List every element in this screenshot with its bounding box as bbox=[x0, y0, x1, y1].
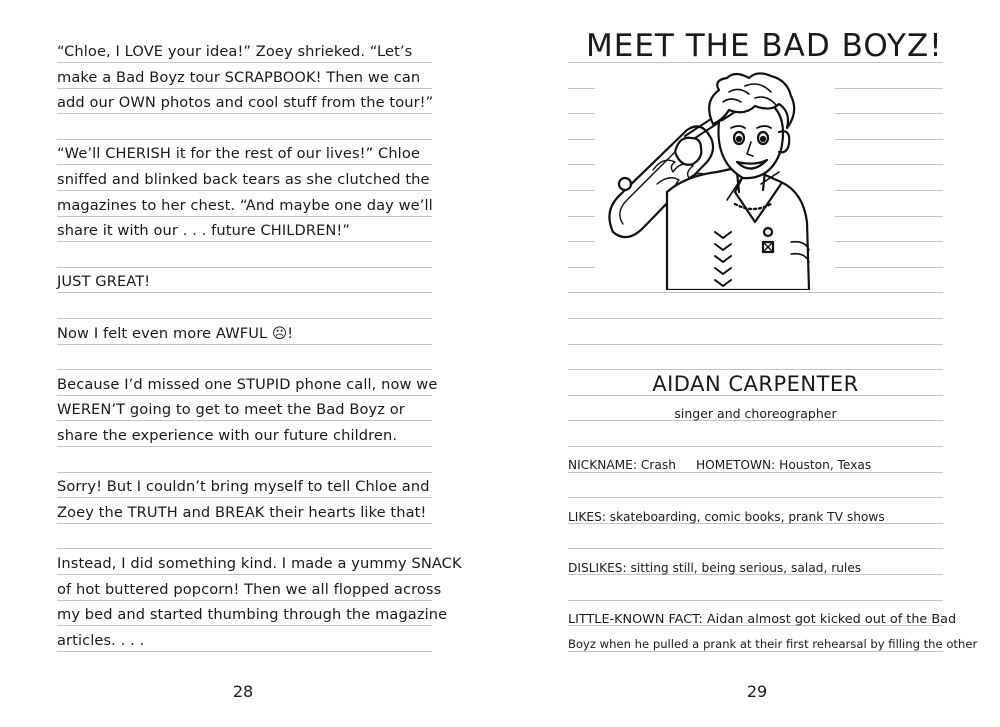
text-line: share it with our . . . future CHILDREN!” bbox=[57, 222, 351, 239]
rule-line bbox=[57, 523, 432, 524]
rule-line bbox=[57, 472, 432, 473]
rule-line bbox=[57, 600, 432, 601]
profile-name: AIDAN CARPENTER bbox=[652, 372, 859, 396]
rule-line bbox=[568, 446, 943, 447]
rule-line bbox=[57, 241, 432, 242]
rule-line bbox=[568, 497, 943, 498]
fact-line-2: Boyz when he pulled a prank at their first rehearsal by filling the other bbox=[568, 637, 978, 651]
rule-line bbox=[568, 318, 943, 319]
rule-line bbox=[57, 369, 432, 370]
rule-line bbox=[57, 88, 432, 89]
rule-line bbox=[57, 574, 432, 575]
rule-line bbox=[568, 292, 943, 293]
likes-field: LIKES: skateboarding, comic books, prank TV shows bbox=[568, 510, 885, 524]
text-line: my bed and started thumbing through the magazine bbox=[57, 606, 448, 623]
profile-role: singer and choreographer bbox=[674, 406, 837, 421]
text-line: JUST GREAT! bbox=[57, 273, 151, 290]
text-line: “We’ll CHERISH it for the rest of our lives!” Chloe bbox=[57, 145, 420, 162]
rule-line bbox=[57, 113, 432, 114]
rule-line bbox=[57, 625, 432, 626]
rule-line bbox=[568, 369, 943, 370]
rule-line bbox=[57, 420, 432, 421]
fact-line-1: LITTLE-KNOWN FACT: Aidan almost got kicked out of the Bad bbox=[568, 612, 957, 627]
rule-line bbox=[57, 164, 432, 165]
rule-line bbox=[568, 344, 943, 345]
rule-line bbox=[57, 318, 432, 319]
text-line: share the experience with our future children. bbox=[57, 427, 398, 444]
text-line: sniffed and blinked back tears as she clutched the bbox=[57, 171, 430, 188]
page-number: 28 bbox=[232, 682, 254, 701]
text-line: “Chloe, I LOVE your idea!” Zoey shrieked. “Let’s bbox=[57, 43, 413, 60]
text-line: Zoey the TRUTH and BREAK their hearts like that! bbox=[57, 504, 427, 521]
rule-line bbox=[57, 267, 432, 268]
rule-line bbox=[57, 651, 432, 652]
rule-line bbox=[568, 651, 943, 652]
rule-line bbox=[568, 600, 943, 601]
boy-with-skateboard-illustration bbox=[595, 72, 835, 290]
text-line: magazines to her chest. “And maybe one day we’ll bbox=[57, 197, 433, 214]
rule-line bbox=[57, 216, 432, 217]
hometown-field: HOMETOWN: Houston, Texas bbox=[696, 458, 872, 472]
text-line: make a Bad Boyz tour SCRAPBOOK! Then we can bbox=[57, 69, 421, 86]
rule-line bbox=[57, 548, 432, 549]
text-line: add our OWN photos and cool stuff from the tour!” bbox=[57, 94, 434, 111]
rule-line bbox=[57, 190, 432, 191]
rule-line bbox=[57, 395, 432, 396]
rule-line bbox=[57, 497, 432, 498]
text-line: Instead, I did something kind. I made a yummy SNACK bbox=[57, 555, 462, 572]
rule-line bbox=[57, 446, 432, 447]
rule-line bbox=[568, 472, 943, 473]
text-line: WEREN’T going to get to meet the Bad Boyz or bbox=[57, 401, 405, 418]
text-line: of hot buttered popcorn! Then we all flopped across bbox=[57, 581, 442, 598]
rule-line bbox=[57, 139, 432, 140]
text-line: Now I felt even more AWFUL ☹! bbox=[57, 325, 294, 342]
rule-line bbox=[57, 292, 432, 293]
nickname-field: NICKNAME: Crash bbox=[568, 458, 676, 472]
right-page bbox=[500, 0, 1000, 727]
rule-line bbox=[57, 344, 432, 345]
text-line: Because I’d missed one STUPID phone call, now we bbox=[57, 376, 438, 393]
dislikes-field: DISLIKES: sitting still, being serious, salad, rules bbox=[568, 561, 862, 575]
rule-line bbox=[57, 62, 432, 63]
text-line: Sorry! But I couldn’t bring myself to tell Chloe and bbox=[57, 478, 430, 495]
text-line: articles. . . . bbox=[57, 632, 145, 649]
page-title: MEET THE BAD BOYZ! bbox=[586, 28, 943, 64]
rule-line bbox=[568, 548, 943, 549]
page-number: 29 bbox=[746, 682, 768, 701]
